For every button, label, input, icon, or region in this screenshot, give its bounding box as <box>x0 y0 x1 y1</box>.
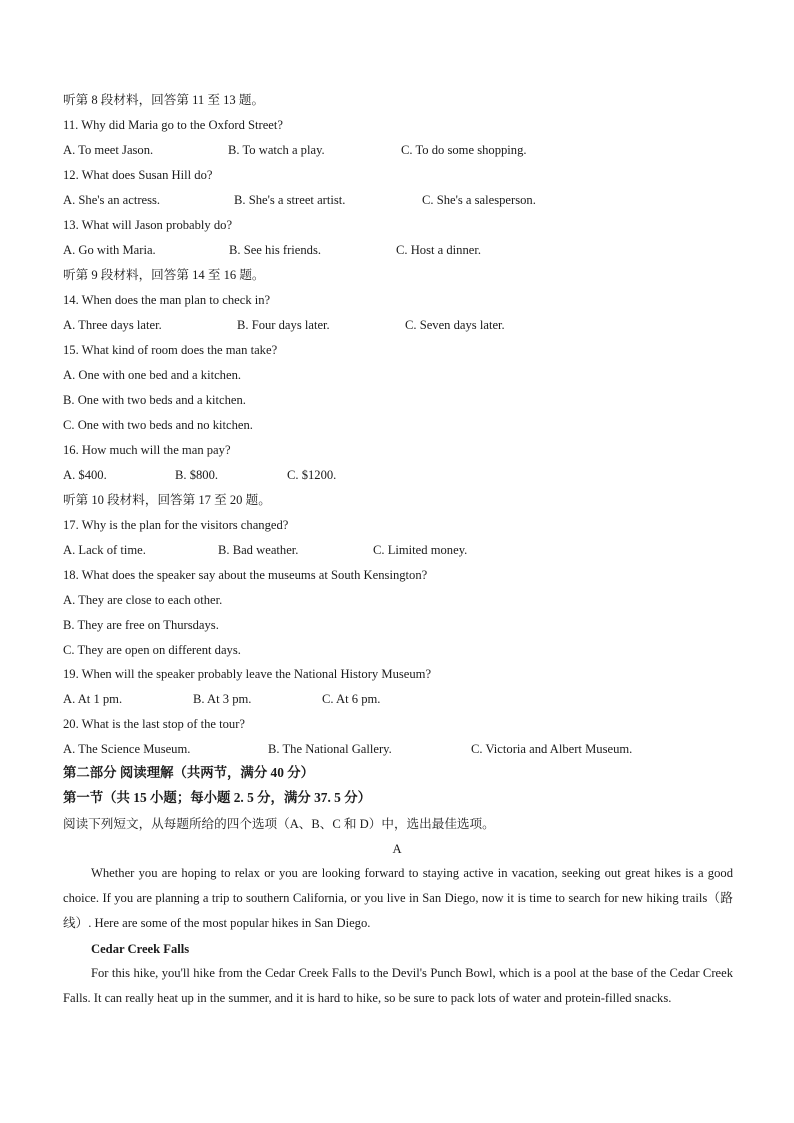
q11-option-a: A. To meet Jason. <box>63 143 154 157</box>
q16-option-a: A. $400. <box>63 468 107 482</box>
passage-subheading: Cedar Creek Falls <box>91 942 190 956</box>
q15-option-a: A. One with one bed and a kitchen. <box>63 368 242 382</box>
q18-option-a: A. They are close to each other. <box>63 593 223 607</box>
question-17: 17. Why is the plan for the visitors changed? <box>63 518 289 532</box>
q18-option-b: B. They are free on Thursdays. <box>63 618 219 632</box>
passage-paragraph-2: For this hike, you'll hike from the Cedar Creek Falls to the Devil's Punch Bowl, which is a pool at the base of the Cedar Creek Falls. It can really heat up in the summer, and it is hard to hike, so be sure to pack lots of water and protein-filled snacks. <box>63 966 733 1005</box>
q13-option-b: B. See his friends. <box>229 243 321 257</box>
q11-option-b: B. To watch a play. <box>228 143 325 157</box>
question-15: 15. What kind of room does the man take? <box>63 343 278 357</box>
q19-option-b: B. At 3 pm. <box>193 692 252 706</box>
q13-option-c: C. Host a dinner. <box>396 243 482 257</box>
question-12: 12. What does Susan Hill do? <box>63 168 213 182</box>
q14-option-c: C. Seven days later. <box>405 318 505 332</box>
q15-option-b: B. One with two beds and a kitchen. <box>63 393 246 407</box>
q19-option-c: C. At 6 pm. <box>322 692 381 706</box>
passage-label: A <box>392 842 402 856</box>
q16-option-b: B. $800. <box>175 468 219 482</box>
section-8-heading: 听第 8 段材料，回答第 11 至 13 题。 <box>63 93 265 107</box>
q12-option-a: A. She's an actress. <box>63 193 161 207</box>
question-13: 13. What will Jason probably do? <box>63 218 233 232</box>
q13-option-a: A. Go with Maria. <box>63 243 156 257</box>
q14-option-b: B. Four days later. <box>237 318 330 332</box>
q20-option-a: A. The Science Museum. <box>63 742 191 756</box>
q17-option-a: A. Lack of time. <box>63 543 146 557</box>
q17-option-c: C. Limited money. <box>373 543 468 557</box>
q17-option-b: B. Bad weather. <box>218 543 299 557</box>
q12-option-b: B. She's a street artist. <box>234 193 346 207</box>
section-1-title: 第一节（共 15 小题；每小题 2. 5 分，满分 37. 5 分） <box>63 790 371 805</box>
q11-option-c: C. To do some shopping. <box>401 143 527 157</box>
question-14: 14. When does the man plan to check in? <box>63 293 271 307</box>
q15-option-c: C. One with two beds and no kitchen. <box>63 418 253 432</box>
question-19: 19. When will the speaker probably leave the National History Museum? <box>63 667 432 681</box>
q16-option-c: C. $1200. <box>287 468 337 482</box>
question-20: 20. What is the last stop of the tour? <box>63 717 245 731</box>
q18-option-c: C. They are open on different days. <box>63 643 241 657</box>
question-11: 11. Why did Maria go to the Oxford Street? <box>63 118 283 132</box>
q14-option-a: A. Three days later. <box>63 318 162 332</box>
question-16: 16. How much will the man pay? <box>63 443 231 457</box>
q19-option-a: A. At 1 pm. <box>63 692 123 706</box>
reading-instruction: 阅读下列短文，从每题所给的四个选项（A、B、C 和 D）中，选出最佳选项。 <box>63 817 495 831</box>
section-10-heading: 听第 10 段材料，回答第 17 至 20 题。 <box>63 493 271 507</box>
question-18: 18. What does the speaker say about the museums at South Kensington? <box>63 568 428 582</box>
q20-option-b: B. The National Gallery. <box>268 742 392 756</box>
section-9-heading: 听第 9 段材料，回答第 14 至 16 题。 <box>63 268 265 282</box>
q20-option-c: C. Victoria and Albert Museum. <box>471 742 633 756</box>
passage-paragraph-1: Whether you are hoping to relax or you are looking forward to staying active in vacation, seeking out great hikes is a good choice. If you are planning a trip to southern California, or you live in San Diego, now it is time to search for new hiking trails（路线）. Here are some of the most popular hikes in San Diego. <box>63 866 733 930</box>
part-2-title: 第二部分 阅读理解（共两节，满分 40 分） <box>63 765 315 780</box>
q12-option-c: C. She's a salesperson. <box>422 193 536 207</box>
